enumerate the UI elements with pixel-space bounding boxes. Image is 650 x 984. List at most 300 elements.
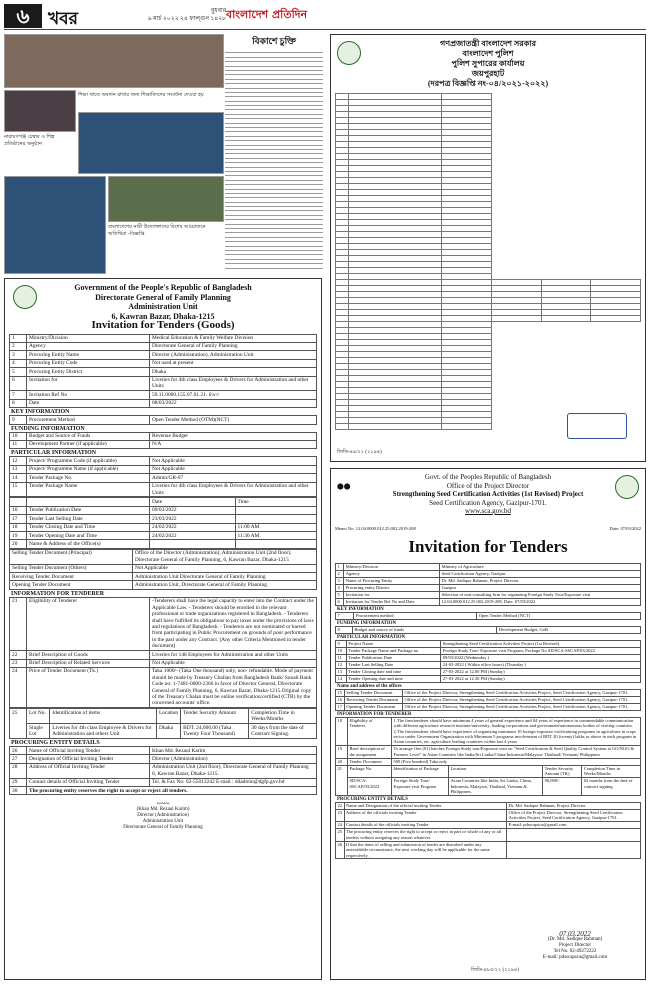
table-row [336, 822, 641, 829]
tender2-signature [525, 931, 625, 961]
table-row [336, 570, 641, 577]
t2-signer-tel: Tel No. 02-49272222 [553, 949, 597, 954]
signature-date: 07.03.2022 [559, 930, 591, 938]
news-article [225, 34, 323, 274]
table-cell: 11:30 AM. [235, 532, 317, 540]
table-cell: Not used at present [150, 359, 317, 367]
table-cell: Opening Tender Document [10, 581, 133, 589]
table-row [336, 584, 641, 591]
table-cell: 4 [10, 359, 27, 367]
date-column-header: Date [150, 498, 236, 506]
table-cell: Procuring Entity Name [27, 351, 150, 359]
table-row [10, 432, 317, 440]
tender1-signature [9, 801, 317, 831]
table-cell: 23/03/2022 [150, 515, 236, 523]
t2-doc: 500 (Five hundred) Taka only [392, 758, 641, 765]
tender1-table [9, 334, 317, 409]
table-cell [591, 316, 641, 322]
tender1-particular: PARTICULAR INFORMATION [11, 450, 97, 457]
tender2-table-info [335, 717, 641, 796]
section-name: খবর [48, 9, 78, 29]
table-row [10, 334, 317, 342]
table-cell: 14 [336, 675, 347, 682]
tender1-table-dates [9, 497, 317, 548]
bn-heading [335, 39, 641, 89]
table-cell: If that the dates of selling and submission of tender are disturbed under any unavoidable circumstance, the next working day will be applicable for the same respectively. [344, 841, 507, 859]
table-cell: Invitation for [344, 591, 440, 598]
table-cell: Admin/GR-07 [150, 474, 317, 482]
tender2-memo: Memo No: 12.04.0000.012.25.002.2019-208 [335, 525, 416, 531]
package-cell: SD/SCA-SSCAP/03/2022 [348, 777, 392, 795]
table-cell: The procuring entity reserves the right to accept or reject in part or whole of any or all tenders without assigning any reason whatever. [344, 829, 507, 841]
table-cell: Agency [27, 342, 150, 350]
news-photo-3 [78, 112, 224, 174]
table-row [10, 376, 317, 391]
table-cell: Selling Tender Document (Others) [10, 564, 133, 572]
table-cell [235, 540, 317, 548]
table-cell: Name of Procuring Entity [344, 577, 440, 584]
table-row [336, 703, 641, 710]
table-cell: Foreign Study Tour/ Exposure visit Program; Package No SD/SCA-SSCAP/03/2022 [441, 647, 641, 654]
page-header [4, 4, 646, 30]
table-row [336, 577, 641, 584]
table-cell: 20 [10, 540, 27, 548]
table-row [10, 573, 317, 581]
table-cell: 8 [10, 399, 27, 407]
table-row [10, 549, 317, 564]
table-cell: 2 [10, 342, 27, 350]
tender1-table-part [9, 456, 317, 497]
time-column-header: Time [235, 498, 317, 506]
table-cell: Address of Official Inviting Tender [27, 763, 150, 778]
table-row [10, 755, 317, 763]
table-cell: 23 [10, 659, 27, 667]
lot-cell: Dhaka [156, 724, 180, 739]
table-cell: Selling Tender Document (Principal) [10, 549, 133, 564]
table-cell: Procurement method [354, 612, 477, 619]
tender1-lot-table [9, 708, 317, 739]
table-row [10, 440, 317, 448]
t2-eligibility-label: Eligibility of Tenderer [348, 717, 392, 746]
table-cell: Tender Opening Date and Time [27, 532, 150, 540]
table-cell: 13 [10, 465, 27, 473]
table-cell: Ministry/Division [27, 334, 150, 342]
tender1-key-info: KEY INFORMATION [11, 409, 70, 416]
table-cell: Invitation for [27, 376, 150, 391]
tender2-title: Invitation for Tenders [408, 536, 568, 556]
tender2-project: Strengthening Seed Certification Activities (1st Revised) Project [392, 490, 584, 498]
lot-cell: Liveries for 4th class Employee & Drivers for Administration and others Unit [50, 724, 157, 739]
table-row [336, 640, 641, 647]
table-cell: 4 [336, 584, 344, 591]
table-cell: Opening Tender Document [344, 703, 402, 710]
table-cell: Development Budget, GoB [497, 626, 641, 633]
table-cell: Tel. & Fax No: 02-55013242 E-mail : ddadmin@dgfp.gov.bd [150, 778, 317, 786]
tender-notice-family-planning [4, 278, 322, 980]
table-cell [541, 316, 591, 322]
tender2-inf: INFORMATION FOR TENDERER [337, 711, 412, 717]
table-cell: Administration Unit (2nd floor), Directorate General of Family Planning 6, Kawran Bazar, Dhaka-1215. [150, 763, 317, 778]
article-body [225, 52, 323, 268]
lot-cell: BDT. 24,000.00 (Taka Twenty Four Thousand) [181, 724, 249, 739]
table-cell: 12.04.0000.012.25.002.2019-208, Date: 07/03/2022 [440, 598, 641, 605]
tender1-gov: Government of the People's Republic of Bangladesh [74, 283, 252, 292]
table-cell [235, 515, 317, 523]
table-cell: 17 [336, 703, 345, 710]
table-cell: Dr. Md. Sadique Rahman, Project Director. [440, 577, 641, 584]
table-cell: 12 [10, 457, 27, 465]
table-cell: Project/ Programme Code (if applicable) [27, 457, 150, 465]
tender1-procuring: PROCURING ENTITY DETAILS [11, 740, 100, 746]
table-cell: 27 [10, 755, 27, 763]
table-row [10, 747, 317, 755]
lot-cell: Single Lot [27, 724, 50, 739]
lot-header: Location [156, 709, 180, 724]
tender2-agency: Seed Certification Agency, Gazipur-1701. [429, 498, 547, 507]
table-cell: Liveries for 4th class Employees & Drivers for Administration and other Units [150, 376, 317, 391]
news-photo-1 [4, 34, 224, 88]
table-row [10, 391, 317, 399]
tender2-key: KEY INFORMATION [337, 606, 384, 612]
table-row [10, 482, 317, 497]
table-row [10, 368, 317, 376]
tender2-fund: FUNDING INFORMATION [337, 620, 396, 626]
package-cell: Asian Countries like India, Sri Lanka, China, Indonesia, Malaysia, Thailand, Vietnam & Philippines. [448, 777, 542, 795]
package-header: Location [448, 765, 542, 777]
tender1-table-procuring [9, 746, 317, 795]
table-cell: Administration Unit, Directorate General of Family Planning [133, 581, 317, 589]
table-cell: 11 [336, 654, 347, 661]
table-cell: Budget and source of funds [352, 626, 497, 633]
table-cell: Contact details of the officials inviting Tender [344, 822, 507, 829]
table-row [336, 647, 641, 654]
table-row [10, 724, 317, 739]
t2-signer-email: E-mail: pdsscapsca@gmail.com [542, 955, 608, 960]
table-cell: Invitation Ref No [27, 391, 150, 399]
table-cell: 26 [10, 747, 27, 755]
lot-cell: 30 days from the date of Contract Signing. [249, 724, 317, 739]
table-cell: Gazipur [440, 584, 641, 591]
table-cell: Liveries for 148 Employees for Administration and other Units [150, 651, 317, 659]
table-cell: 08/03/2022 [150, 399, 317, 407]
table-row [336, 654, 641, 661]
table-cell [442, 424, 492, 430]
table-row: 19 Brief description of the assignment To arrange One (01) batches Foreign Study tour/Exposure visit on "Seed Certification & Seed Quality Control System at GO/NGO & Farmers Level" in Asian Countries like India/Sri Lanka/China/Indonesia/Malaysia/ Thailand/ Vietnam/ Philippines [336, 746, 641, 758]
table-cell: 24-03-2022 ( Within office hours) (Thursday ) [441, 661, 641, 668]
table-row [10, 763, 317, 778]
table-cell: 24 [337, 822, 342, 828]
table-cell: Designation of Official Inviting Tender [27, 755, 150, 763]
tender2-table-ped [335, 802, 641, 860]
table-cell: Address of the officials inviting Tender [344, 809, 507, 821]
bn-district: জয়পুরহাট [471, 69, 505, 78]
table-cell: 17 [10, 515, 27, 523]
table-row [336, 809, 641, 821]
table-row [10, 659, 317, 667]
table-cell: 10 [10, 432, 27, 440]
table-row [10, 778, 317, 786]
table-cell: 6 [336, 598, 344, 605]
police-tender-notice [330, 34, 646, 462]
table-cell [507, 841, 641, 859]
table-cell: 59.11.0000.155.07.01.21. ৪৯৩ [150, 391, 317, 399]
table-cell: 10 [336, 647, 347, 654]
t2-signer-designation: Project Director [558, 943, 592, 948]
package-header: Identification of Package [392, 765, 449, 777]
photo-caption-1: শিক্ষা খাতে অবদান রাখার জন্য শিক্ষাবিদদের সংবর্ধনা দেওয়া হয় [78, 92, 204, 98]
table-row [336, 668, 641, 675]
table-cell: Medical Education & Family Welfare Division [150, 334, 317, 342]
table-row [10, 564, 317, 572]
table-cell: 23 [336, 809, 345, 821]
table-row [10, 506, 317, 514]
table-cell: 2 [336, 570, 344, 577]
tender2-office: Office of the Project Director [446, 481, 530, 490]
table-cell: Strengthening Seed Certification Activities Project (1st Revised). [441, 640, 641, 647]
table-cell: Office of the Project Director, Strengthening Seed Certification Activities Project, Seed Certification Agency, Gazipur-1701. [402, 696, 640, 703]
signature-scribble-icon: ~~~ [156, 799, 170, 809]
table-cell: 27-03-2022 at 12.30 PM (Sunday) [441, 675, 641, 682]
table-cell: Procuring entity District [344, 584, 440, 591]
table-cell: Office of the Project Director, Strengthening Seed Certification Activities Project, Seed Certification Agency, Gazipur-1701. [402, 703, 640, 710]
table-cell: Tender Publication Date [27, 506, 150, 514]
tender1-rights: The procuring entity reserves the right to accept or reject all tenders. [27, 787, 317, 795]
table-row [336, 777, 641, 795]
table-row [336, 675, 641, 682]
table-row [10, 457, 317, 465]
table-cell: E-mail: pdsscapsca@gmail.com [507, 822, 641, 829]
table-row [336, 591, 641, 598]
tender2-date: Date: 07/03/2022 [609, 525, 641, 531]
table-row [10, 532, 317, 540]
sca-logo-icon: ⬤⬤ [337, 484, 351, 490]
tender1-table-fund [9, 432, 317, 450]
table-row [10, 523, 317, 531]
table-cell: Not Applicable [150, 659, 317, 667]
tender1-for-tenderer: INFORMATION FOR TENDERER [11, 590, 105, 597]
tender1-directorate: Directorate General of Family Planning [95, 292, 231, 302]
header-date-text: ৯ মার্চ ২০২২ ২৪ ফাল্গুন ১৪২৮ [147, 16, 226, 22]
bn-table [335, 93, 641, 430]
table-cell: Office of the Project Director, Strengthening Seed Certification Activities Project, Seed Certification Agency, Gazipur-1701. [402, 689, 640, 696]
table-cell: Date [27, 399, 150, 407]
table-cell: 09/03/2022 [150, 506, 236, 514]
tender2-table-key [335, 612, 641, 620]
table-cell: Tender Opening date and time [346, 675, 440, 682]
table-row [10, 399, 317, 407]
tender2-table-offices [335, 689, 641, 711]
table-cell: 14 [10, 474, 27, 482]
tender1-table-key [9, 415, 317, 424]
table-cell: Name of Official Inviting Tender [27, 747, 150, 755]
table-cell [491, 316, 541, 322]
article-title: বিকাশে চুক্তি [252, 36, 296, 46]
table-cell: Agency [344, 570, 440, 577]
table-cell: Tender Package No. [27, 474, 150, 482]
table-cell: Invitation for Tender Ref No and Date [344, 598, 440, 605]
lot-header: Identification of items [50, 709, 157, 724]
table-cell: 09/03/2022 (Wednesday ) [441, 654, 641, 661]
table-row [10, 515, 317, 523]
table-cell: Office of the Director (Administration), Administration Unit (2nd floor), Directorate General of Family Planning, 6, Kawran Bazar, Dhaka-1215 [133, 549, 317, 564]
package-cell: Foreign Study Tour/ Exposure visit Program [392, 777, 449, 795]
table-cell: 16 [10, 506, 27, 514]
table-cell: 22 [337, 803, 342, 809]
package-header: Completion Time in Weeks/Months [582, 765, 641, 777]
table-cell: Contact details of Official Inviting Tender [27, 778, 150, 786]
table-cell: 24/02/2022 [150, 523, 236, 531]
table-cell: 12 [336, 661, 347, 668]
table-cell: Tender Package Name [27, 482, 150, 497]
table-cell: Ministry/Division [344, 563, 440, 570]
eligibility-label: Eligibility of Tenderer [27, 597, 150, 650]
table-cell: Brief Description of Goods [27, 651, 150, 659]
table-row: 20 Tender Document 500 (Five hundred) Taka only [336, 758, 641, 765]
table-cell: Receiving Tender Document [344, 696, 402, 703]
tender1-funding: FUNDING INFORMATION [11, 425, 85, 432]
t2-brief: To arrange One (01) batches Foreign Study tour/Exposure visit on "Seed Certification & Seed Quality Control System at GO/NGO & Farmers Level" in Asian Countries like India/Sri Lanka/China/Indonesia/Malaysia/ Thailand/ Vietnam/ Philippines [392, 746, 641, 758]
bn-notice-no: (দরপত্র বিজ্ঞপ্তি নং-০৪/২০২১-২০২২) [427, 79, 549, 88]
bn-signature-stamp-icon [567, 413, 627, 439]
bn-footer-code: জিডি-৪৯/২২ (২১৯৪) [337, 450, 382, 455]
bn-gov: গণপ্রজাতন্ত্রী বাংলাদেশ সরকার [439, 39, 537, 48]
bn-office: পুলিশ সুপারের কার্যালয় [451, 59, 525, 68]
table-cell [150, 540, 236, 548]
table-row [336, 696, 641, 703]
table-cell: Name & Address of the Office(s) [27, 540, 150, 548]
t2-signer-name: (Dr. Md. Sadique Rahman) [547, 937, 603, 942]
table-cell: Liveries for 4th class Employees & Drivers for Administration and other Units [150, 482, 317, 497]
table-cell: N/A [150, 440, 317, 448]
lot-header: Completion Time in Weeks/Months [249, 709, 317, 724]
table-row [10, 359, 317, 367]
table-cell: Procuring Entity District [27, 368, 150, 376]
table-cell: Price of Tender Document (Tk.) [27, 667, 150, 707]
table-cell: Director (Administration), Administration Unit [150, 351, 317, 359]
t2-brief-label: Brief description of the assignment [348, 746, 392, 758]
table-cell: 3 [336, 577, 344, 584]
table-row [10, 342, 317, 350]
tender2-offices: Name and address of the offices [337, 683, 402, 689]
table-cell: Selection of non-consulting firm for organizing Foreign Study Tour/Exposure visit [440, 591, 641, 598]
table-cell: Selling Tender Document [344, 689, 402, 696]
table-cell [336, 424, 349, 430]
table-cell [507, 829, 641, 841]
table-cell: 18 [10, 523, 27, 531]
table-cell: Tender Closing Date and Time [27, 523, 150, 531]
tender-notice-seed-certification [330, 468, 646, 980]
table-cell: Administration Unit Directorate General of Family Planning [133, 573, 317, 581]
sca-emblem-icon [615, 475, 639, 499]
table-cell: 11 [10, 440, 27, 448]
table-row [336, 689, 641, 696]
table-row [10, 581, 317, 589]
table-cell: Ministry of Agriculture [440, 563, 641, 570]
tender2-table-part [335, 640, 641, 683]
table-row [10, 651, 317, 659]
table-cell: 5 [336, 591, 344, 598]
table-row [336, 626, 641, 633]
table-cell: Development Partner (if applicable) [27, 440, 150, 448]
table-cell: Open Tender Method (NCT) [477, 612, 641, 619]
table-cell: 24 [10, 667, 27, 707]
table-cell: Tender Last Selling Date [27, 515, 150, 523]
table-row [336, 612, 641, 619]
table-cell: 7 [336, 612, 354, 619]
table-cell: 19 [10, 532, 27, 540]
signer-designation: Director (Administration) [137, 813, 189, 819]
photo-caption-3: বাংলাদেশের নারী উদ্যোক্তাদের বিশেষ আয়োজনে অতিথিরা -বিজ্ঞপ্তি [108, 224, 206, 237]
table-row [336, 598, 641, 605]
table-row: 30 The procuring entity reserves the right to accept or reject all tenders. [10, 787, 317, 795]
table-row: 25 Lot No. Identification of items Location Tender Security Amount Completion Time in Weeks/Months [10, 709, 317, 724]
table-cell: Office of the Project Director, Strengthening Seed Certification Activities Project, Seed Certification Agency, Gazipur-1701. [507, 809, 641, 821]
package-cell: 90,000/- [543, 777, 582, 795]
table-cell: 28 [10, 763, 27, 778]
signer-org: Directorate General of Family Planning [123, 825, 203, 831]
table-cell: Director (Administration) [150, 755, 317, 763]
table-cell: Brief Description of Related Services [27, 659, 150, 667]
table-cell: Khan Md. Rezaul Karim [150, 747, 317, 755]
table-cell: Name and Designation of the official inviting Tender [344, 802, 507, 809]
tender2-footer-code: জিডি-৪৮৫/২২ (২১৯৪) [471, 968, 519, 973]
table-cell: Revenue Budget [150, 432, 317, 440]
table-cell: Tender Publication Date [346, 654, 440, 661]
table-cell: Not Applicable [150, 465, 317, 473]
table-row [10, 498, 317, 506]
police-emblem-icon [337, 41, 361, 65]
table-cell: Project/ Programme Name (if applicable) [27, 465, 150, 473]
table-cell: Seed Certification Agency, Gazipur [440, 570, 641, 577]
page-number: ৬ [4, 4, 42, 28]
table-cell: Receiving Tender Document [10, 573, 133, 581]
table-row [336, 802, 641, 809]
table-cell: 15 [336, 689, 345, 696]
table-cell: Dhaka [150, 368, 317, 376]
table-cell: 25 [336, 829, 345, 841]
bn-police: বাংলাদেশ পুলিশ [462, 49, 514, 58]
tender2-website-link[interactable]: www.sca.gov.bd [465, 507, 511, 515]
header-day: বুধবার [210, 8, 226, 14]
lot-header: Tender Security Amount [181, 709, 249, 724]
table-cell: 26 [336, 841, 345, 859]
table-cell: Dr. Md. Sadique Rahman, Project Director [507, 802, 641, 809]
package-header: Tender Security Amount (TK) [543, 765, 582, 777]
tender1-address: 6, Kawran Bazar, Dhaka-1215 [111, 311, 215, 321]
table-cell: Not Applicable [150, 457, 317, 465]
t2-doc-label: Tender Document [348, 758, 392, 765]
package-cell: 02 months from the date of contract signing [582, 777, 641, 795]
tender2-part: PARTICULAR INFORMATION [337, 634, 406, 640]
table-cell: Tender Closing date and time [346, 668, 440, 675]
eligibility-text: -Tenderers shall have the legal capacity to enter into the Contract under the Applicable Law. - Tenderers should be enrolled in the relevant professional or trade organizations registered in Bangladesh. - Tenderers shall have fulfilled its obligations to pay taxes under the provisions of laws and regulations of Bangladesh. - Tenderers are not nominated or barred from participating in Public Procurement on grounds of poor performance in the past under any Contract. [Any other Criteria Mentioned in tender document] [150, 597, 317, 650]
tender2-heading [335, 473, 641, 516]
gov-emblem-icon [13, 285, 37, 309]
table-cell: Project Name [346, 640, 440, 647]
table-cell: 9 [10, 416, 27, 424]
table-cell: 7 [10, 391, 27, 399]
table-cell: 22 [10, 651, 27, 659]
table-cell: 29 [10, 778, 27, 786]
table-row [10, 667, 317, 707]
table-cell: 13 [336, 668, 347, 675]
table-row: 21 Package No. Identification of Package Location Tender Security Amount (TK) Completion Time in Weeks/Months [336, 765, 641, 777]
table-cell: 6 [10, 376, 27, 391]
table-row [336, 841, 641, 859]
table-cell: 9 [336, 640, 347, 647]
newspaper-logo: বাংলাদেশ প্রতিদিন [226, 8, 308, 21]
table-cell: 16 [336, 696, 345, 703]
